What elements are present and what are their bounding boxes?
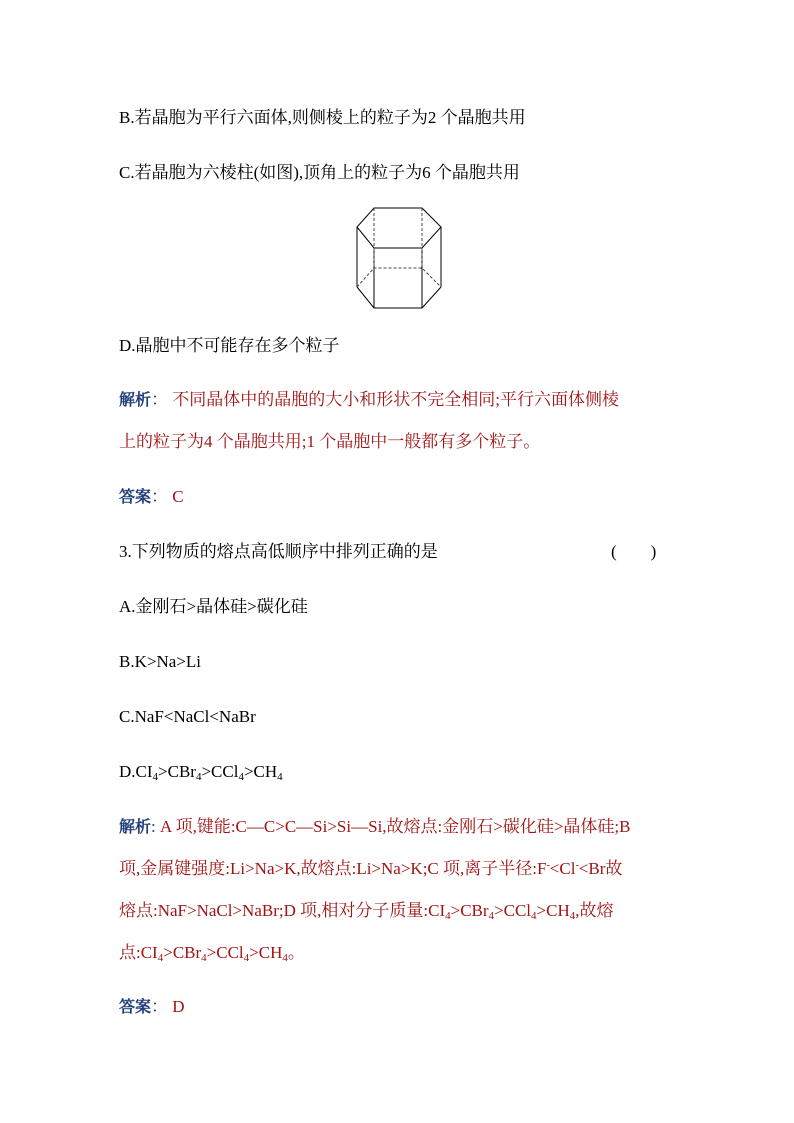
analysis-block-1: 解析： 不同晶体中的晶胞的大小和形状不完全相同;平行六面体侧棱 (119, 390, 619, 409)
q3-option-a: A.金刚石>晶体硅>碳化硅 (119, 597, 308, 616)
answer-block-1: 答案： C (119, 487, 184, 506)
analysis-text-line-1: 不同晶体中的晶胞的大小和形状不完全相同;平行六面体侧棱 (172, 390, 619, 409)
q3-analysis-line-1: 解析: A 项,键能:C—C>C—Si>Si—Si,故熔点:金刚石>碳化硅>晶体硅;B (119, 817, 631, 836)
answer-value: D (172, 997, 185, 1016)
question-3-stem: 3.下列物质的熔点高低顺序中排列正确的是 (119, 542, 438, 561)
q3-analysis-line-3: 熔点:NaF>NaCl>NaBr;D 项,相对分子质量$:CI_4>CBr_4>CCl_4>CH_4$,故熔 (119, 901, 614, 922)
option-c-text: C.若晶胞为六棱柱(如图),顶角上的粒子为6 个晶胞共用 (119, 163, 520, 182)
option-d-text: D.晶胞中不可能存在多个粒子 (119, 336, 340, 355)
answer-value: C (172, 487, 184, 506)
q3-option-d: $D.CI_4>CBr_4>CCl_4>CH_4$ (119, 762, 283, 783)
answer-label: 答案 (119, 487, 152, 506)
hexagonal-prism-figure (355, 205, 443, 311)
answer-block-2: 答案： D (119, 997, 185, 1016)
option-b-text: B.若晶胞为平行六面体,则侧棱上的粒子为2 个晶胞共用 (119, 108, 526, 127)
answer-paren: ( ) (611, 542, 657, 561)
analysis-label: 解析 (119, 817, 152, 836)
q3-analysis-line-2: 项,金属键强度:Li>Na>K,故熔点:Li>Na>K;C 项,离子半径:F-<Cl-<Br故 (119, 859, 623, 878)
q3-analysis-line-4: 点$:CI_4>CBr_4>CCl_4>CH_4$。 (119, 943, 305, 964)
answer-label: 答案 (119, 997, 152, 1016)
q3-option-c: C.NaF<NaCl<NaBr (119, 707, 256, 726)
analysis-label: 解析 (119, 390, 152, 409)
analysis-text-line-2: 上的粒子为4 个晶胞共用;1 个晶胞中一般都有多个粒子。 (119, 432, 541, 451)
q3-option-b: B.K>Na>Li (119, 652, 201, 671)
